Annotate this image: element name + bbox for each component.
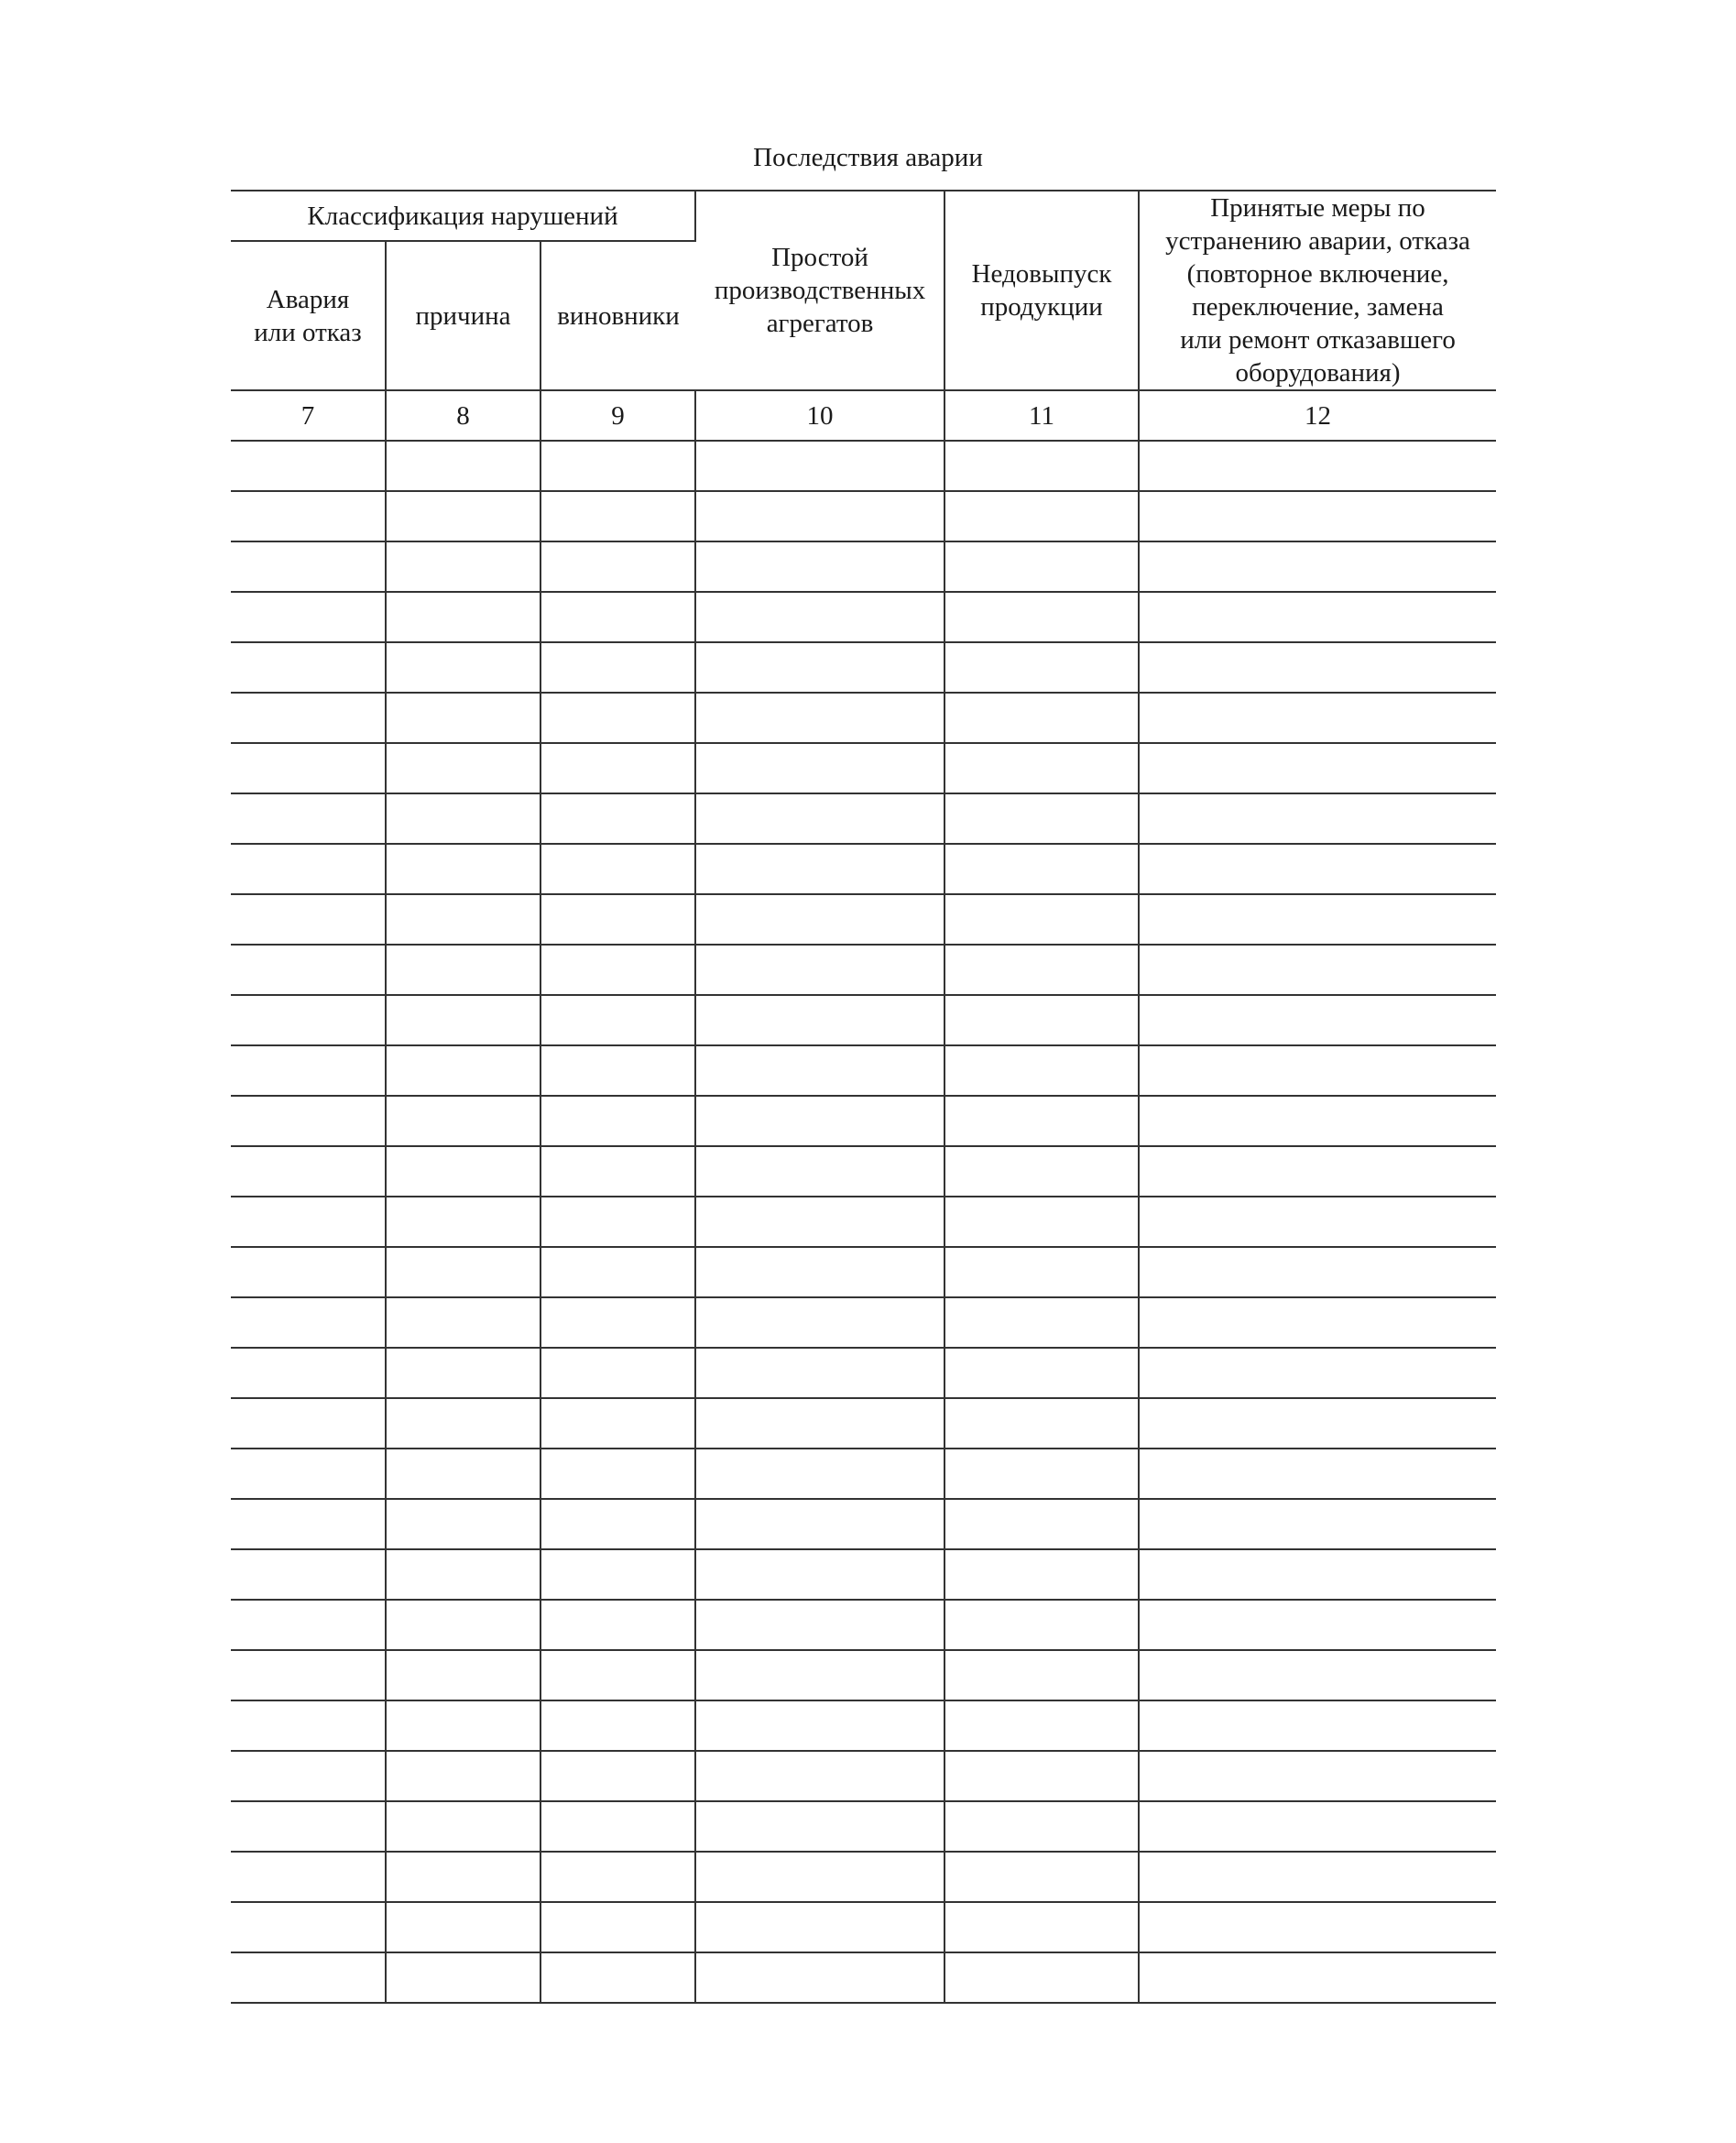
blank-cell-underproduction — [944, 491, 1139, 541]
table-row — [231, 1952, 1496, 2003]
blank-cell-measures — [1139, 1045, 1496, 1096]
blank-cell-measures — [1139, 1902, 1496, 1952]
blank-cell-measures — [1139, 1297, 1496, 1348]
blank-cell-culprits — [540, 1247, 695, 1297]
blank-cell-culprits — [540, 541, 695, 592]
blank-cell-culprits — [540, 1549, 695, 1600]
table-body — [231, 441, 1496, 2003]
blank-cell-downtime — [695, 1197, 944, 1247]
blank-cell-underproduction — [944, 844, 1139, 894]
column-number-8: 8 — [386, 390, 540, 441]
accident-consequences-table — [231, 190, 1496, 2004]
table-row — [231, 1751, 1496, 1801]
blank-cell-downtime — [695, 1045, 944, 1096]
blank-cell-underproduction — [944, 1449, 1139, 1499]
blank-cell-cause — [386, 1449, 540, 1499]
blank-cell-culprits — [540, 1348, 695, 1398]
blank-cell-failure — [231, 441, 386, 491]
blank-cell-downtime — [695, 693, 944, 743]
blank-cell-measures — [1139, 1700, 1496, 1751]
header-violation-classification: Классификация нарушений — [231, 191, 695, 241]
column-number-11: 11 — [944, 390, 1139, 441]
blank-cell-culprits — [540, 793, 695, 844]
blank-cell-failure — [231, 642, 386, 693]
blank-cell-downtime — [695, 1801, 944, 1852]
blank-cell-downtime — [695, 592, 944, 642]
blank-cell-downtime — [695, 894, 944, 945]
blank-cell-measures — [1139, 894, 1496, 945]
blank-cell-cause — [386, 945, 540, 995]
blank-cell-downtime — [695, 1700, 944, 1751]
blank-cell-measures — [1139, 1096, 1496, 1146]
blank-cell-measures — [1139, 1852, 1496, 1902]
blank-cell-downtime — [695, 1902, 944, 1952]
table-row — [231, 1902, 1496, 1952]
blank-cell-underproduction — [944, 1348, 1139, 1398]
blank-cell-downtime — [695, 793, 944, 844]
table-row — [231, 1297, 1496, 1348]
blank-cell-measures — [1139, 1952, 1496, 2003]
blank-cell-failure — [231, 541, 386, 592]
blank-cell-culprits — [540, 693, 695, 743]
blank-cell-failure — [231, 1801, 386, 1852]
blank-cell-failure — [231, 1096, 386, 1146]
blank-cell-measures — [1139, 1549, 1496, 1600]
header-failure-type — [231, 241, 386, 390]
table-row — [231, 1398, 1496, 1449]
header-equipment-downtime-label: Простой производственных агрегатов — [714, 243, 926, 338]
blank-cell-underproduction — [944, 1650, 1139, 1700]
blank-cell-measures — [1139, 1499, 1496, 1549]
blank-cell-failure — [231, 1650, 386, 1700]
blank-cell-cause — [386, 541, 540, 592]
table-row — [231, 441, 1496, 491]
blank-cell-culprits — [540, 642, 695, 693]
blank-cell-failure — [231, 995, 386, 1045]
blank-cell-underproduction — [944, 1902, 1139, 1952]
blank-cell-cause — [386, 1700, 540, 1751]
header-cause: причина — [386, 241, 540, 390]
table-row — [231, 1348, 1496, 1398]
blank-cell-cause — [386, 1348, 540, 1398]
blank-cell-measures — [1139, 441, 1496, 491]
blank-cell-cause — [386, 1801, 540, 1852]
table-row — [231, 1549, 1496, 1600]
table-row — [231, 592, 1496, 642]
blank-cell-underproduction — [944, 1801, 1139, 1852]
blank-cell-underproduction — [944, 541, 1139, 592]
table-row — [231, 844, 1496, 894]
blank-cell-cause — [386, 1197, 540, 1247]
blank-cell-downtime — [695, 1852, 944, 1902]
blank-cell-culprits — [540, 1952, 695, 2003]
header-underproduction-label: Недовыпуск продукции — [971, 259, 1112, 322]
blank-cell-cause — [386, 1247, 540, 1297]
blank-cell-underproduction — [944, 441, 1139, 491]
blank-cell-underproduction — [944, 1297, 1139, 1348]
blank-cell-cause — [386, 592, 540, 642]
blank-cell-downtime — [695, 1449, 944, 1499]
column-number-9: 9 — [540, 390, 695, 441]
blank-cell-cause — [386, 1398, 540, 1449]
blank-cell-measures — [1139, 693, 1496, 743]
blank-cell-failure — [231, 1902, 386, 1952]
blank-cell-cause — [386, 894, 540, 945]
blank-cell-underproduction — [944, 995, 1139, 1045]
blank-cell-underproduction — [944, 1398, 1139, 1449]
blank-cell-measures — [1139, 743, 1496, 793]
blank-cell-failure — [231, 743, 386, 793]
blank-cell-underproduction — [944, 693, 1139, 743]
blank-cell-failure — [231, 693, 386, 743]
blank-cell-cause — [386, 1650, 540, 1700]
blank-cell-underproduction — [944, 743, 1139, 793]
header-underproduction — [944, 191, 1139, 390]
blank-cell-culprits — [540, 894, 695, 945]
blank-cell-culprits — [540, 1801, 695, 1852]
blank-cell-downtime — [695, 642, 944, 693]
blank-cell-cause — [386, 1600, 540, 1650]
blank-cell-measures — [1139, 1801, 1496, 1852]
blank-cell-culprits — [540, 1902, 695, 1952]
blank-cell-cause — [386, 743, 540, 793]
blank-cell-cause — [386, 1852, 540, 1902]
blank-cell-failure — [231, 894, 386, 945]
blank-cell-culprits — [540, 1751, 695, 1801]
header-equipment-downtime — [695, 191, 944, 390]
blank-cell-underproduction — [944, 1549, 1139, 1600]
blank-cell-downtime — [695, 743, 944, 793]
blank-cell-measures — [1139, 491, 1496, 541]
blank-cell-underproduction — [944, 1096, 1139, 1146]
blank-cell-downtime — [695, 945, 944, 995]
blank-cell-culprits — [540, 1096, 695, 1146]
blank-cell-failure — [231, 1146, 386, 1197]
table-row — [231, 995, 1496, 1045]
blank-cell-culprits — [540, 592, 695, 642]
blank-cell-underproduction — [944, 1952, 1139, 2003]
blank-cell-downtime — [695, 1297, 944, 1348]
table-row — [231, 1801, 1496, 1852]
blank-cell-measures — [1139, 642, 1496, 693]
blank-cell-failure — [231, 1247, 386, 1297]
table-row — [231, 1449, 1496, 1499]
blank-cell-underproduction — [944, 1700, 1139, 1751]
blank-cell-failure — [231, 1348, 386, 1398]
blank-cell-downtime — [695, 491, 944, 541]
table-row — [231, 945, 1496, 995]
blank-cell-measures — [1139, 541, 1496, 592]
table-row — [231, 793, 1496, 844]
blank-cell-measures — [1139, 995, 1496, 1045]
column-number-7: 7 — [231, 390, 386, 441]
blank-cell-underproduction — [944, 1600, 1139, 1650]
header-measures-taken — [1139, 191, 1496, 390]
blank-cell-downtime — [695, 1952, 944, 2003]
header-failure-type-label: Авария или отказ — [254, 284, 362, 347]
blank-cell-cause — [386, 793, 540, 844]
blank-cell-failure — [231, 1045, 386, 1096]
blank-cell-underproduction — [944, 642, 1139, 693]
blank-cell-downtime — [695, 1146, 944, 1197]
blank-cell-cause — [386, 1549, 540, 1600]
blank-cell-failure — [231, 1398, 386, 1449]
blank-cell-culprits — [540, 844, 695, 894]
blank-cell-culprits — [540, 1197, 695, 1247]
table-row — [231, 1499, 1496, 1549]
header-measures-taken-label: Принятые меры по устранению аварии, отказа (повторное включение, переключение, замена или ремонт отказавшего оборудования) — [1165, 193, 1470, 388]
blank-cell-culprits — [540, 441, 695, 491]
blank-cell-culprits — [540, 1045, 695, 1096]
table-row — [231, 491, 1496, 541]
blank-cell-downtime — [695, 1499, 944, 1549]
blank-cell-failure — [231, 1852, 386, 1902]
table-row — [231, 1096, 1496, 1146]
blank-cell-underproduction — [944, 1499, 1139, 1549]
table-row — [231, 1600, 1496, 1650]
table-row — [231, 1146, 1496, 1197]
column-number-10: 10 — [695, 390, 944, 441]
blank-cell-downtime — [695, 1549, 944, 1600]
blank-cell-downtime — [695, 1650, 944, 1700]
blank-cell-failure — [231, 491, 386, 541]
blank-cell-cause — [386, 1096, 540, 1146]
blank-cell-cause — [386, 1146, 540, 1197]
blank-cell-failure — [231, 793, 386, 844]
blank-cell-culprits — [540, 1499, 695, 1549]
blank-cell-measures — [1139, 1751, 1496, 1801]
table-row — [231, 894, 1496, 945]
blank-cell-failure — [231, 945, 386, 995]
blank-cell-underproduction — [944, 1852, 1139, 1902]
blank-cell-cause — [386, 441, 540, 491]
blank-cell-culprits — [540, 1146, 695, 1197]
blank-cell-failure — [231, 1549, 386, 1600]
table-row — [231, 1852, 1496, 1902]
blank-cell-measures — [1139, 1247, 1496, 1297]
table-row — [231, 1247, 1496, 1297]
blank-cell-measures — [1139, 592, 1496, 642]
page-title: Последствия аварии — [753, 143, 983, 172]
blank-cell-failure — [231, 1297, 386, 1348]
table-row — [231, 693, 1496, 743]
blank-cell-downtime — [695, 995, 944, 1045]
blank-cell-downtime — [695, 1398, 944, 1449]
blank-cell-cause — [386, 491, 540, 541]
blank-cell-downtime — [695, 844, 944, 894]
blank-cell-culprits — [540, 995, 695, 1045]
blank-cell-underproduction — [944, 894, 1139, 945]
blank-cell-underproduction — [944, 592, 1139, 642]
column-number-12: 12 — [1139, 390, 1496, 441]
blank-cell-cause — [386, 844, 540, 894]
table-row — [231, 1650, 1496, 1700]
blank-cell-downtime — [695, 1247, 944, 1297]
blank-cell-measures — [1139, 1146, 1496, 1197]
blank-cell-failure — [231, 592, 386, 642]
table-row — [231, 541, 1496, 592]
blank-cell-cause — [386, 1902, 540, 1952]
table-row — [231, 1197, 1496, 1247]
blank-cell-failure — [231, 1499, 386, 1549]
blank-cell-failure — [231, 1449, 386, 1499]
blank-cell-downtime — [695, 1096, 944, 1146]
header-culprits: виновники — [540, 241, 695, 390]
blank-cell-underproduction — [944, 793, 1139, 844]
blank-cell-measures — [1139, 1398, 1496, 1449]
blank-cell-cause — [386, 693, 540, 743]
blank-cell-culprits — [540, 945, 695, 995]
blank-cell-underproduction — [944, 1247, 1139, 1297]
blank-cell-failure — [231, 1197, 386, 1247]
table-row — [231, 1045, 1496, 1096]
blank-cell-failure — [231, 1751, 386, 1801]
blank-cell-underproduction — [944, 1045, 1139, 1096]
blank-cell-cause — [386, 642, 540, 693]
blank-cell-failure — [231, 1700, 386, 1751]
blank-cell-cause — [386, 1751, 540, 1801]
blank-cell-measures — [1139, 844, 1496, 894]
table-row — [231, 642, 1496, 693]
blank-cell-downtime — [695, 1600, 944, 1650]
blank-cell-underproduction — [944, 945, 1139, 995]
blank-cell-measures — [1139, 1348, 1496, 1398]
blank-cell-cause — [386, 1499, 540, 1549]
blank-cell-cause — [386, 1952, 540, 2003]
blank-cell-measures — [1139, 945, 1496, 995]
blank-cell-measures — [1139, 1600, 1496, 1650]
blank-cell-downtime — [695, 441, 944, 491]
blank-cell-failure — [231, 1952, 386, 2003]
blank-cell-culprits — [540, 491, 695, 541]
blank-cell-culprits — [540, 1297, 695, 1348]
blank-cell-cause — [386, 995, 540, 1045]
blank-cell-culprits — [540, 743, 695, 793]
blank-cell-culprits — [540, 1650, 695, 1700]
blank-cell-culprits — [540, 1449, 695, 1499]
blank-cell-measures — [1139, 1449, 1496, 1499]
blank-cell-measures — [1139, 1650, 1496, 1700]
blank-cell-underproduction — [944, 1146, 1139, 1197]
blank-cell-failure — [231, 1600, 386, 1650]
blank-cell-downtime — [695, 1751, 944, 1801]
blank-cell-cause — [386, 1297, 540, 1348]
blank-cell-downtime — [695, 1348, 944, 1398]
blank-cell-failure — [231, 844, 386, 894]
blank-cell-measures — [1139, 793, 1496, 844]
table-row — [231, 1700, 1496, 1751]
blank-cell-culprits — [540, 1852, 695, 1902]
blank-cell-cause — [386, 1045, 540, 1096]
table-row — [231, 743, 1496, 793]
blank-cell-downtime — [695, 541, 944, 592]
blank-cell-measures — [1139, 1197, 1496, 1247]
blank-cell-culprits — [540, 1398, 695, 1449]
blank-cell-culprits — [540, 1700, 695, 1751]
blank-cell-underproduction — [944, 1197, 1139, 1247]
blank-cell-underproduction — [944, 1751, 1139, 1801]
blank-cell-culprits — [540, 1600, 695, 1650]
